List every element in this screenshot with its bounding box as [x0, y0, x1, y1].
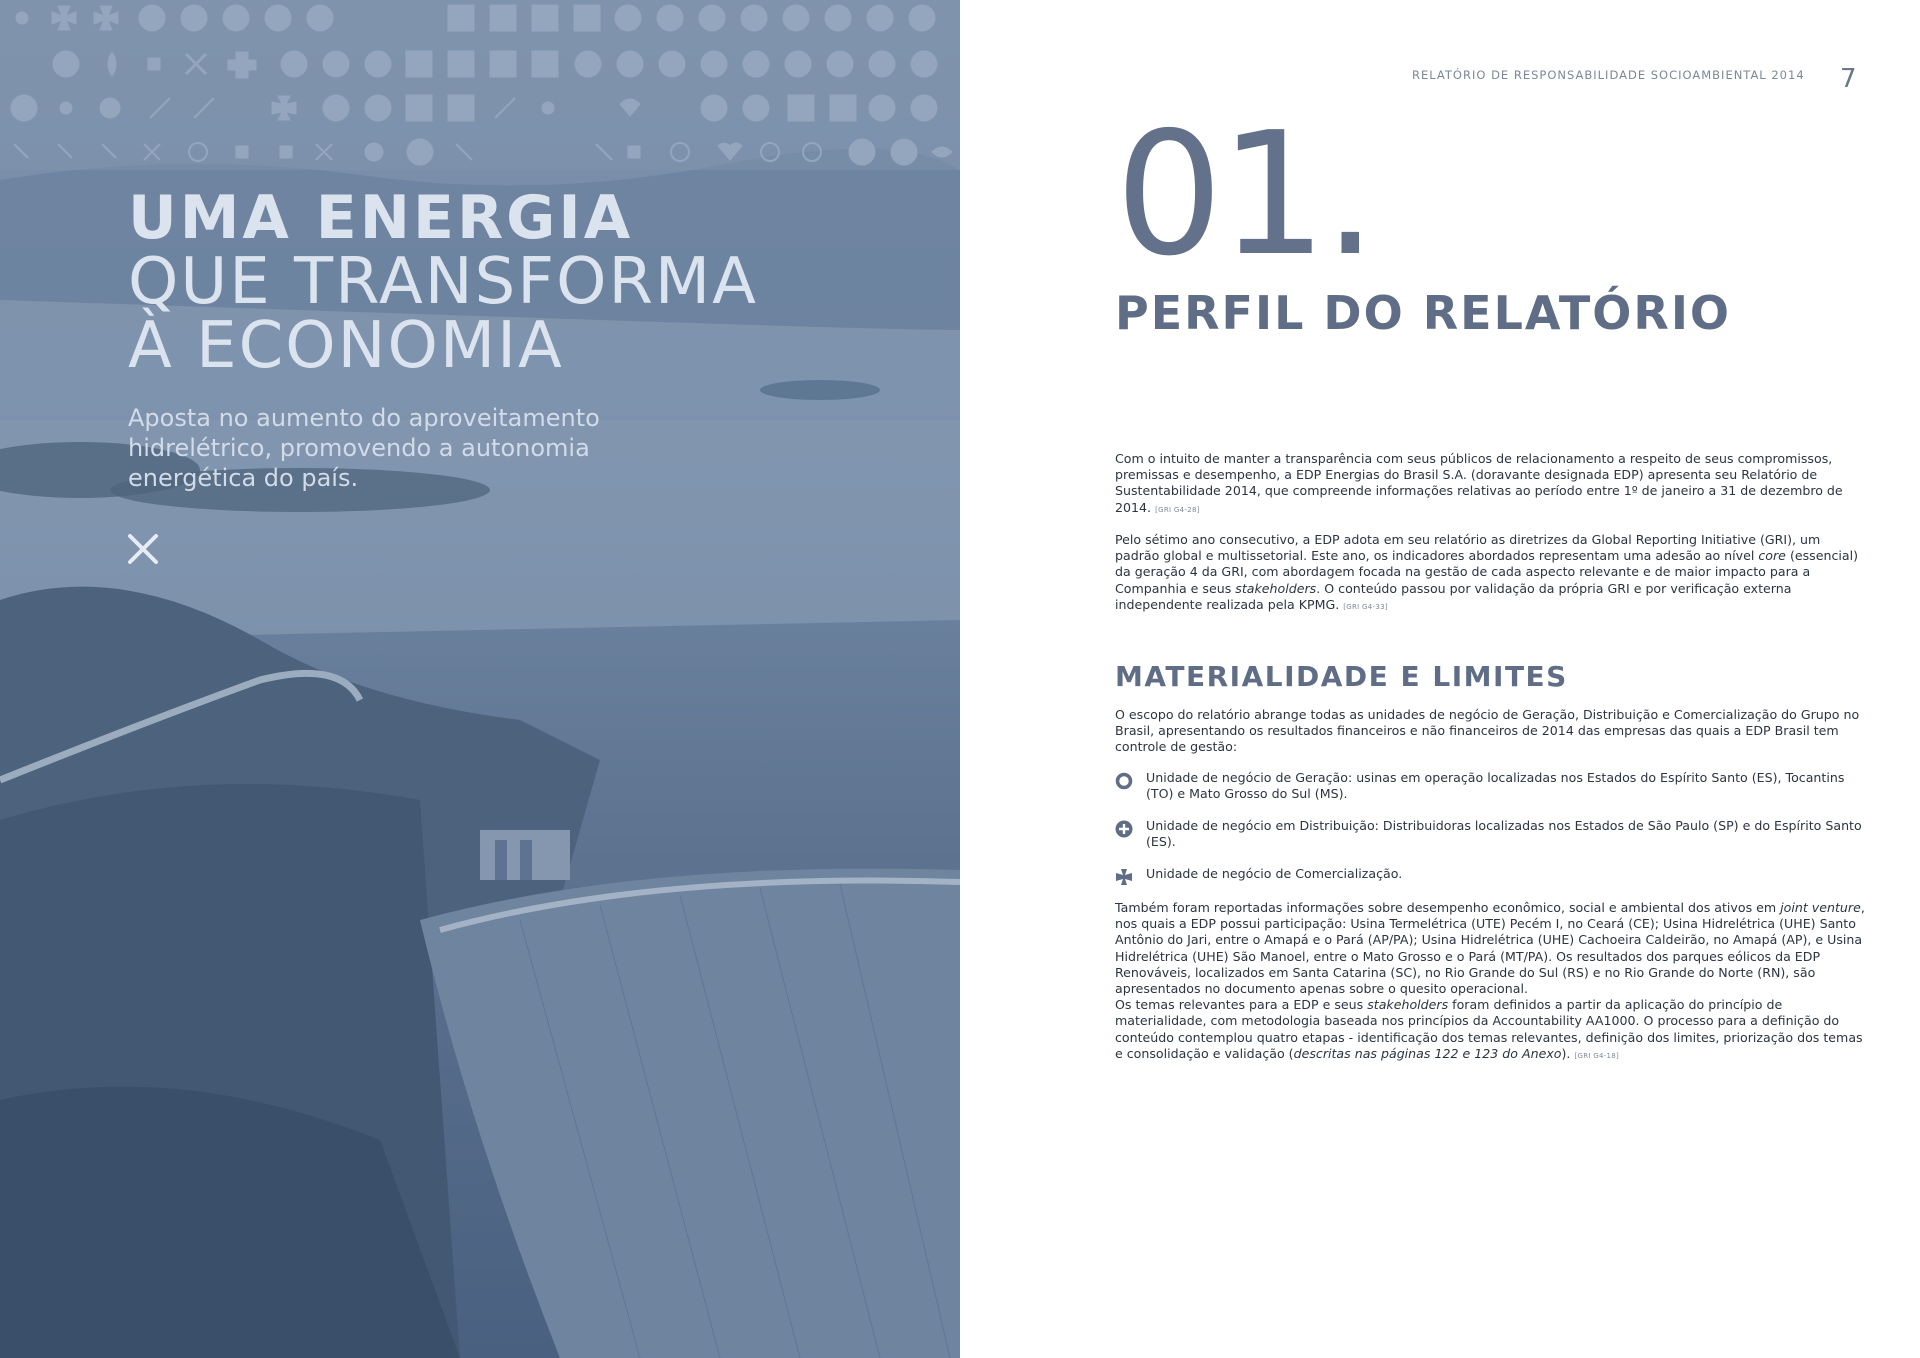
scope-paragraph: O escopo do relatório abrange todas as unidades de negócio de Geração, Distribuição e Comercialização do Grupo no Brasil, apresentando os resultados financeiros e não financeiros de 2014 das empresas das quais a EDP Brasil tem controle de gestão:	[1115, 707, 1860, 755]
joint-venture-paragraph	[1115, 900, 1865, 1064]
headline-line-3: À ECONOMIA	[128, 309, 564, 383]
stakeholders-term: stakeholders	[1367, 997, 1449, 1013]
joint-venture-text: , nos quais a EDP possui participação: Usina Termelétrica (UTE) Pecém I, no Ceará (CE); Usina Hidrelétrica (UHE) Santo Antônio do Jari, entre o Amapá e o Pará (AP/PA); Usina Hidrelétrica (UHE) Cachoeira Caldeirão, no Amapá (AP), e Usina Hidrelétrica (UHE) São Manoel, entre o Mato Grosso e o Pará (MT/PA). Os resultados dos parques eólicos da EDP Renováveis, localizados em Santa Catarina (SC), no Rio Grande do Sul (RS) e no Rio Grande do Norte (RN), são apresentados no documento apenas sobre o quesito operacional.	[1115, 900, 1865, 997]
intro-paragraph	[1115, 451, 1865, 518]
list-item-geracao	[1115, 770, 1865, 802]
gri-reference: [GRI G4-18]	[1574, 1051, 1620, 1060]
page-number: 7	[1840, 64, 1857, 94]
materiality-text: ).	[1561, 1045, 1571, 1061]
cover-headline	[128, 183, 758, 383]
cover-subtitle: Aposta no aumento do aproveitamento hidrelétrico, promovendo a autonomia energética do país.	[128, 404, 600, 492]
running-head: RELATÓRIO DE RESPONSABILIDADE SOCIOAMBIENTAL 2014	[1412, 68, 1805, 82]
decorative-pattern-band	[0, 0, 960, 170]
gri-paragraph	[1115, 532, 1865, 615]
intro-paragraph-text: Com o intuito de manter a transparência com seus públicos de relacionamento a respeito de seus compromissos, premissas e desempenho, a EDP Energias do Brasil S.A. (doravante designada EDP) apresenta seu Relatório de Sustentabilidade 2014, que compreende informações relativas ao período entre 1º de janeiro a 31 de dezembro de 2014.	[1115, 451, 1843, 515]
headline-line-1: UMA ENERGIA	[128, 183, 634, 253]
flower-icon	[16, 12, 28, 24]
list-item-text: Unidade de negócio de Comercialização.	[1146, 866, 1403, 881]
list-item-comercializacao	[1115, 866, 1865, 890]
headline-line-2: QUE TRANSFORMA	[128, 245, 758, 319]
materiality-text: foram definidos a partir da aplicação do princípio de materialidade, com metodologia baseada nos princípios da Accountability AA1000. O processo para a definição do conteúdo contemplou quatro etapas - identificação dos temas relevantes, definição dos limites, priorização dos temas e consolidação e validação (	[1115, 997, 1863, 1061]
gri-reference: [GRI G4-28]	[1155, 505, 1200, 514]
joint-venture-text: Também foram reportadas informações sobre desempenho econômico, social e ambiental dos ativos em	[1115, 900, 1781, 915]
gri-reference: [GRI G4-33]	[1343, 602, 1388, 611]
maltese-cross-icon	[1115, 866, 1146, 890]
close-x-icon	[126, 532, 160, 566]
section-title-materialidade: MATERIALIDADE E LIMITES	[1115, 660, 1568, 693]
core-term: core	[1758, 548, 1786, 564]
annex-reference: descritas nas páginas 122 e 123 do Anexo	[1293, 1045, 1562, 1061]
materiality-text: Os temas relevantes para a EDP e seus	[1115, 997, 1368, 1013]
gri-paragraph-text: . O conteúdo passou por validação da própria GRI e por verificação externa independente realizada pela KPMG.	[1115, 580, 1792, 612]
chapter-title: PERFIL DO RELATÓRIO	[1115, 286, 1732, 340]
cross-icon	[52, 6, 76, 30]
list-item-text: Unidade de negócio de Geração: usinas em operação localizadas nos Estados do Espírito Santo (ES), Tocantins (TO) e Mato Grosso do Sul (MS).	[1146, 770, 1845, 802]
joint-venture-term: joint venture	[1780, 900, 1861, 915]
list-item-text: Unidade de negócio em Distribuição: Distribuidoras localizadas nos Estados de São Paulo (SP) e do Espírito Santo (ES).	[1146, 818, 1862, 850]
stakeholders-term: stakeholders	[1235, 580, 1317, 596]
chapter-number: 01.	[1115, 96, 1374, 294]
gri-paragraph-text: Pelo sétimo ano consecutivo, a EDP adota em seu relatório as diretrizes da Global Reporting Initiative (GRI), um padrão global e multissetorial. Este ano, os indicadores abordados representam uma adesão ao nível	[1115, 532, 1821, 564]
plus-circle-icon	[1115, 818, 1146, 850]
right-page-content	[960, 0, 1920, 1358]
ring-icon	[1115, 770, 1146, 802]
cross-icon	[94, 6, 118, 30]
gri-paragraph-text: (essencial) da geração 4 da GRI, com abordagem focada na gestão de cada aspecto relevante e de maior impacto para a Companhia e seus	[1115, 548, 1859, 596]
list-item-distribuicao	[1115, 818, 1865, 850]
